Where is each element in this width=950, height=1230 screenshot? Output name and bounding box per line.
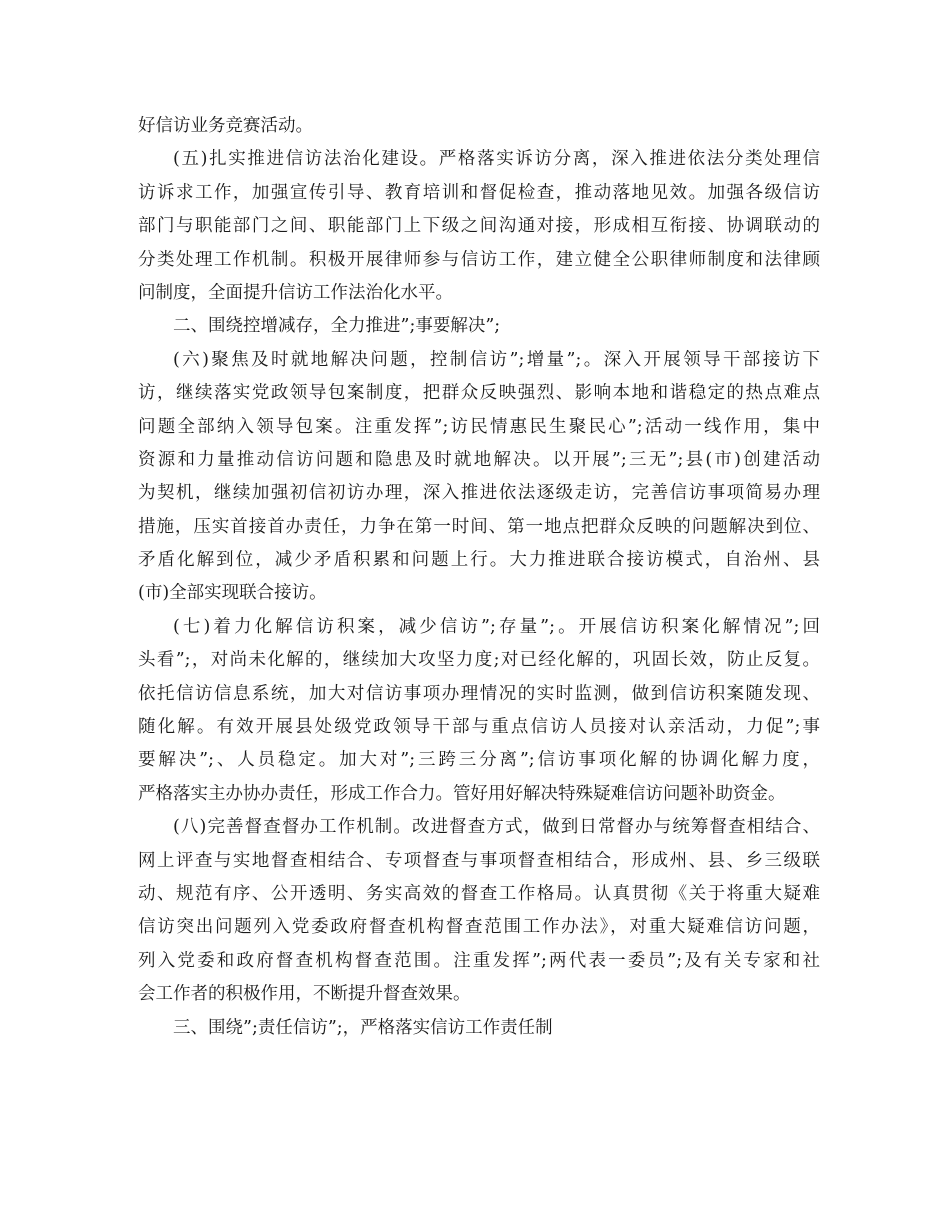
paragraph-first-line: (八)完善督查督办工作机制。改进督查方式，做到日常督办与统筹督查相结合、: [173, 817, 820, 838]
text-line: 严格落实主办协办责任，形成工作合力。管好用好解决特殊疑难信访问题补助资金。: [138, 783, 786, 804]
text-line: 依托信访信息系统，加大对信访事项办理情况的实时监测，做到信访积案随发现、: [138, 683, 820, 704]
text-line: 访诉求工作，加强宣传引导、教育培训和督促检查，推动落地见效。加强各级信访: [138, 182, 820, 203]
text-line: 措施，压实首接首办责任，力争在第一时间、第一地点把群众反映的问题解决到位、: [138, 516, 820, 537]
text-line: 矛盾化解到位，减少矛盾积累和问题上行。大力推进联合接访模式，自治州、县: [138, 550, 820, 571]
document-body: [138, 110, 820, 1045]
text-line: 部门与职能部门之间、职能部门上下级之间沟通对接，形成相互衔接、协调联动的: [138, 216, 820, 237]
paragraph-first-line: (七)着力化解信访积案，减少信访”;存量”;。开展信访积案化解情况”;回: [173, 616, 820, 637]
paragraph-first-line: (五)扎实推进信访法治化建设。严格落实诉访分离，深入推进依法分类处理信: [173, 149, 820, 170]
text-line: 信访突出问题列入党委政府督查机构督查范围工作办法》，对重大疑难信访问题，: [138, 917, 820, 938]
text-line: 问题全部纳入领导包案。注重发挥”;访民情惠民生聚民心”;活动一线作用，集中: [138, 416, 820, 437]
text-line: 列入党委和政府督查机构督查范围。注重发挥”;两代表一委员”;及有关专家和社: [138, 950, 820, 971]
paragraph-first-line: (六)聚焦及时就地解决问题，控制信访”;增量”;。深入开展领导干部接访下: [173, 349, 820, 370]
text-line: 头看”;，对尚未化解的，继续加大攻坚力度;对已经化解的，巩固长效，防止反复。: [138, 650, 820, 671]
text-line: 问制度，全面提升信访工作法治化水平。: [138, 282, 453, 303]
paragraph-first-line: 二、围绕控增减存，全力推进”;事要解决”;: [173, 316, 501, 337]
text-line: 访，继续落实党政领导包案制度，把群众反映强烈、影响本地和谐稳定的热点难点: [138, 383, 820, 404]
text-line: 为契机，继续加强初信初访办理，深入推进依法逐级走访，完善信访事项简易办理: [138, 483, 820, 504]
text-line: 资源和力量推动信访问题和隐患及时就地解决。以开展”;三无”;县(市)创建活动: [138, 449, 820, 470]
text-line: 会工作者的积极作用，不断提升督查效果。: [138, 984, 471, 1005]
paragraph-first-line: 三、围绕”;责任信访”;，严格落实信访工作责任制: [173, 1017, 553, 1038]
text-line: 网上评查与实地督查相结合、专项督查与事项督查相结合，形成州、县、乡三级联: [138, 850, 820, 871]
text-line: 好信访业务竞赛活动。: [138, 116, 313, 136]
text-line: 分类处理工作机制。积极开展律师参与信访工作，建立健全公职律师制度和法律顾: [138, 249, 820, 270]
text-line: (市)全部实现联合接访。: [138, 583, 327, 604]
text-line: 动、规范有序、公开透明、务实高效的督查工作格局。认真贯彻《关于将重大疑难: [138, 883, 820, 904]
text-line: 随化解。有效开展县处级党政领导干部与重点信访人员接对认亲活动，力促”;事: [138, 717, 820, 738]
text-line: 要解决”;、人员稳定。加大对”;三跨三分离”;信访事项化解的协调化解力度，: [138, 750, 820, 771]
